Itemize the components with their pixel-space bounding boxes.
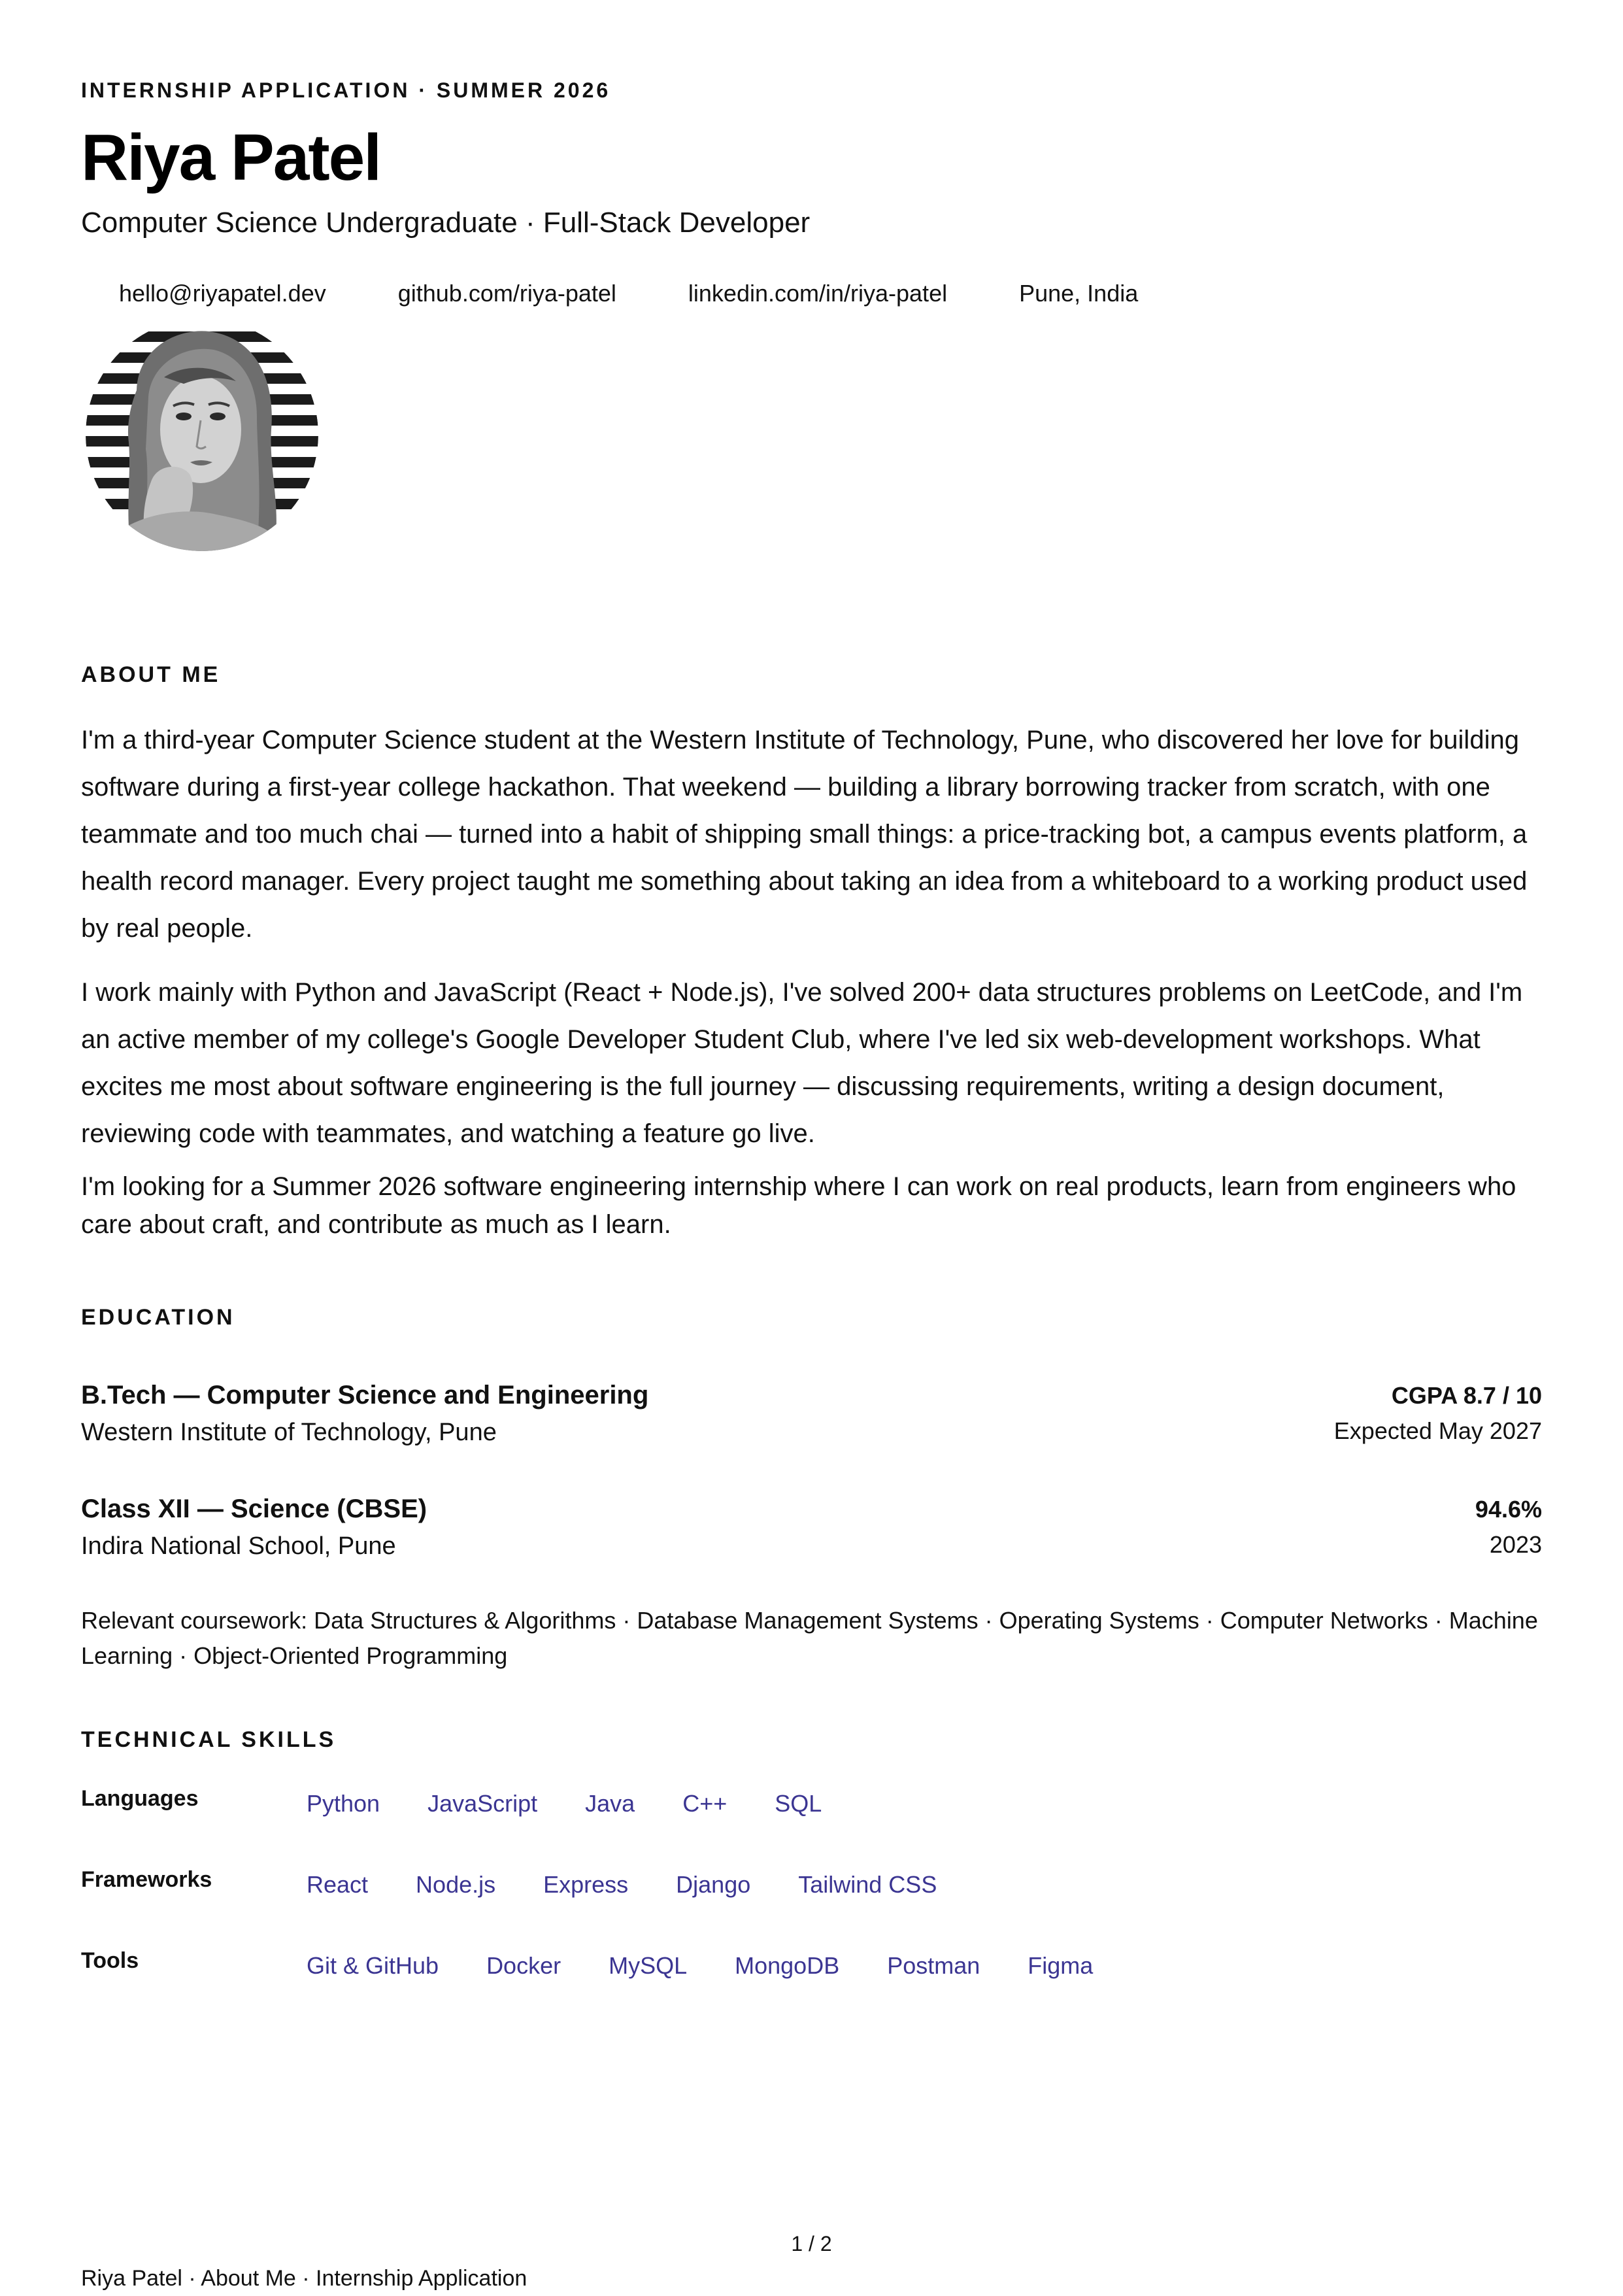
skill-tag: Python	[307, 1790, 380, 1817]
application-eyebrow: INTERNSHIP APPLICATION · SUMMER 2026	[81, 78, 611, 102]
skill-tag: Git & GitHub	[307, 1952, 439, 1979]
skill-tag: Docker	[486, 1952, 561, 1979]
contact-email-link[interactable]: hello@riyapatel.dev	[119, 280, 326, 307]
skill-tag: MySQL	[609, 1952, 688, 1979]
skill-row-tools	[81, 1948, 1545, 1987]
skill-list	[307, 1952, 1093, 1980]
skill-tag: React	[307, 1871, 369, 1898]
about-paragraph-3: I'm looking for a Summer 2026 software engineering internship where I can work on real products, learn from engineers who care about craft, and contribute as much as I learn.	[81, 1172, 1516, 1239]
profile-photo-illustration	[86, 318, 318, 551]
page-footer: Riya Patel · About Me · Internship Application	[81, 2266, 527, 2291]
contact-linkedin-link[interactable]: linkedin.com/in/riya-patel	[688, 280, 948, 307]
education-degree: B.Tech — Computer Science and Engineering	[81, 1381, 649, 1410]
contact-list	[119, 280, 1138, 307]
profile-photo	[86, 318, 318, 551]
skill-row-label: Frameworks	[81, 1867, 212, 1892]
contact-location: Pune, India	[1019, 280, 1139, 307]
skill-tag: MongoDB	[735, 1952, 840, 1979]
about-paragraph-1: I'm a third-year Computer Science student at the Western Institute of Technology, Pune, who discovered her love for building software during a first-year college hackathon. That weekend — building a library borrowing tracker from scratch, with one teammate and too much chai — turned into a habit of shipping small things: a price-tracking bot, a campus events platform, a health record manager. Every project taught me something about taking an idea from a whiteboard to a working product used by real people.	[81, 726, 1528, 943]
education-section-title: EDUCATION	[81, 1305, 235, 1330]
education-date: Expected May 2027	[1333, 1417, 1542, 1444]
skill-tag: Figma	[1028, 1952, 1094, 1979]
education-degree: Class XII — Science (CBSE)	[81, 1494, 427, 1523]
education-score: CGPA 8.7 / 10	[1391, 1382, 1542, 1409]
education-score: 94.6%	[1475, 1496, 1542, 1523]
page-number: 1 / 2	[791, 2232, 832, 2255]
skill-tag: Express	[543, 1871, 629, 1898]
skill-tag: JavaScript	[427, 1790, 538, 1817]
education-school: Western Institute of Technology, Pune	[81, 1419, 497, 1446]
skill-row-languages	[81, 1786, 1545, 1825]
skill-tag: Tailwind CSS	[798, 1871, 937, 1898]
relevant-coursework: Relevant coursework: Data Structures & Algorithms · Database Management Systems · Operating Systems · Computer Networks · Machine Learning · Object-Oriented Programming	[81, 1607, 1538, 1669]
skill-tag: SQL	[775, 1790, 822, 1817]
education-date: 2023	[1489, 1531, 1542, 1558]
skill-tag: Node.js	[416, 1871, 496, 1898]
skill-row-label: Tools	[81, 1948, 139, 1973]
skill-row-label: Languages	[81, 1786, 199, 1811]
skill-tag: Java	[585, 1790, 635, 1817]
skill-tag: Postman	[887, 1952, 980, 1979]
contact-github-link[interactable]: github.com/riya-patel	[397, 280, 616, 307]
candidate-name: Riya Patel	[81, 121, 381, 194]
skill-list	[307, 1790, 822, 1817]
skill-tag: C++	[682, 1790, 728, 1817]
candidate-headline: Computer Science Undergraduate · Full-Stack Developer	[81, 207, 811, 239]
about-section-title: ABOUT ME	[81, 662, 221, 687]
skill-row-frameworks	[81, 1867, 1545, 1906]
skill-list	[307, 1871, 937, 1899]
about-paragraph-2: I work mainly with Python and JavaScript (React + Node.js), I've solved 200+ data structures problems on LeetCode, and I'm an active member of my college's Google Developer Student Club, where I've led six web-development workshops. What excites me most about software engineering is the full journey — discussing requirements, writing a design document, reviewing code with teammates, and watching a feature go live.	[81, 978, 1523, 1148]
skills-section-title: TECHNICAL SKILLS	[81, 1727, 337, 1752]
skill-tag: Django	[676, 1871, 751, 1898]
education-school: Indira National School, Pune	[81, 1532, 396, 1560]
